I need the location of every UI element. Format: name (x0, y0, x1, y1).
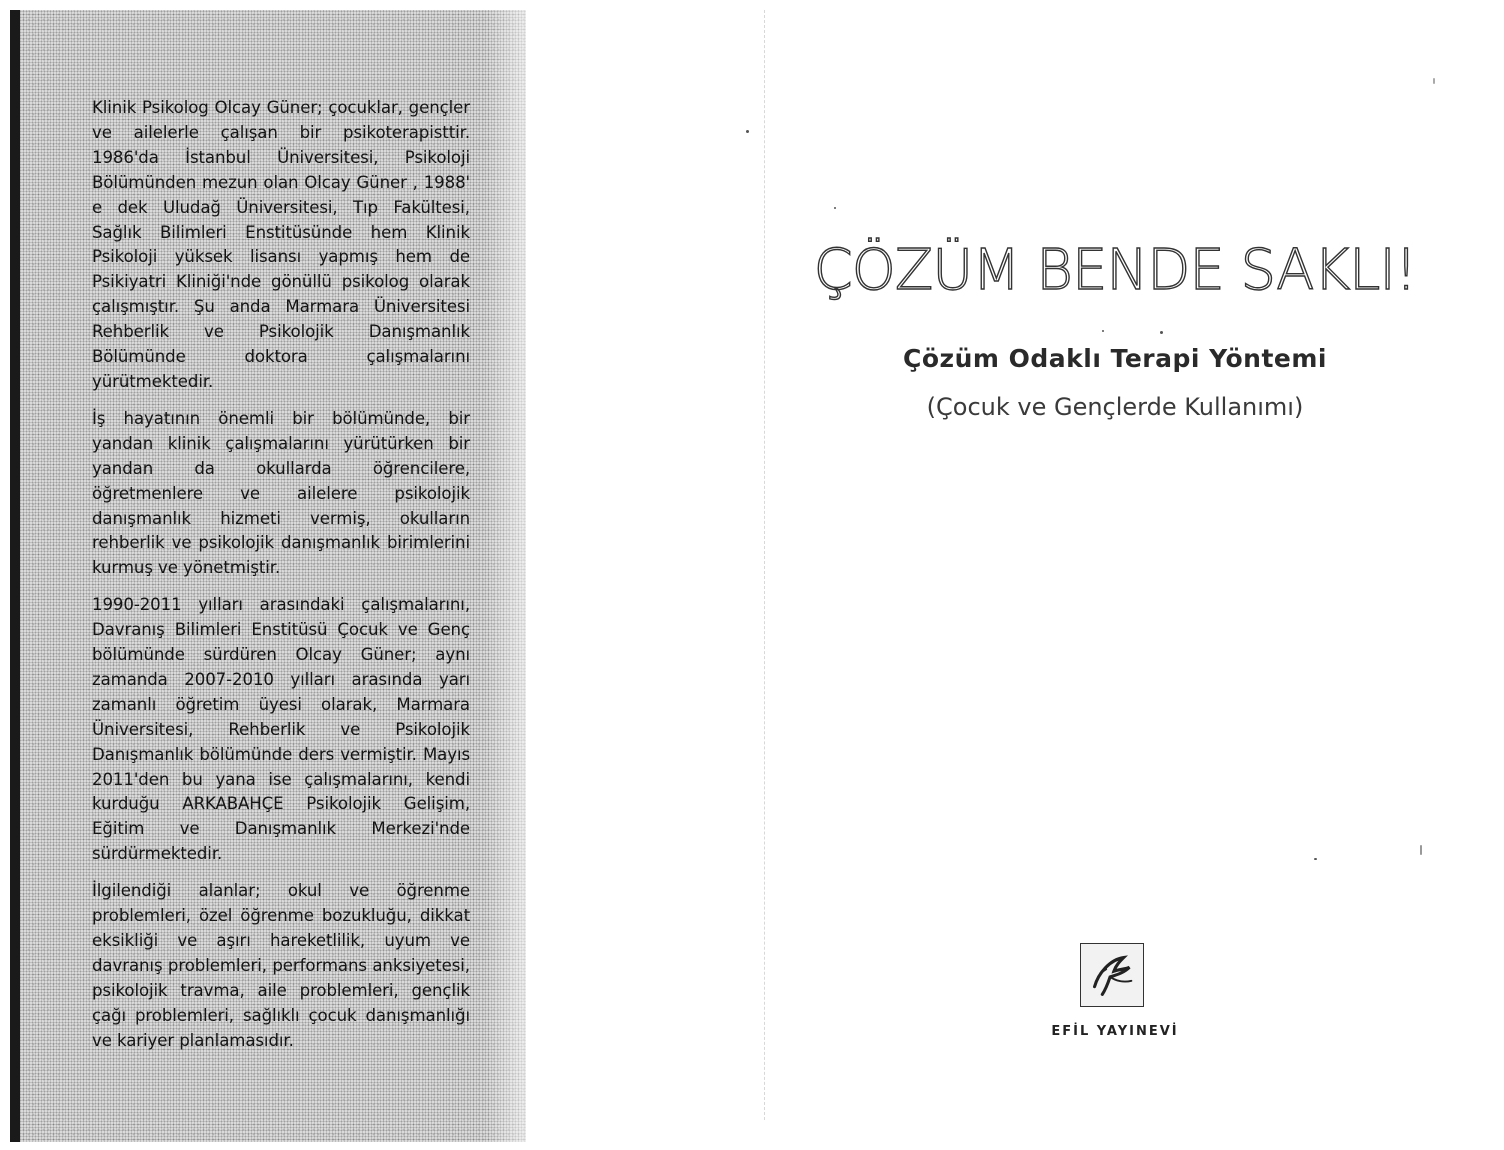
bio-paragraph-2: İş hayatının önemli bir bölümünde, bir yandan klinik çalışmalarını yürütürken bir yandan da okullarda öğrencilere, öğretmenlere ve ailelere psikolojik danışmanlık hizmeti vermiş, okulların rehberlik ve psikolojik danışmanlık birimlerini kurmuş ve yönetmiştir. (92, 408, 470, 578)
scan-speck (1314, 858, 1317, 860)
bio-paragraph-3: 1990-2011 yılları arasındaki çalışmalarını, Davranış Bilimleri Enstitüsü Çocuk ve Genç bölümünde sürdüren Olcay Güner; aynı zamanda 2007-2010 yılları arasında yarı zamanlı öğretim üyesi olarak, Marmara Üniversitesi, Rehberlik ve Psikolojik Danışmanlık bölümünde ders vermiştir. Mayıs 2011'den bu yana ise çalışmalarını, kendi kurduğu ARKABAHÇE Psikolojik Gelişim, Eğitim ve Danışmanlık Merkezi'nde sürdürmektedir. (92, 595, 470, 864)
book-title: ÇÖZÜM BENDE SAKLI! (813, 238, 1417, 303)
scan-speck (1102, 330, 1104, 332)
author-bio (92, 96, 470, 1066)
page-gutter (764, 10, 765, 1120)
efil-logo-icon (1080, 943, 1144, 1007)
efil-logo-glyph (1081, 944, 1143, 1006)
scan-speck (1433, 78, 1435, 84)
publisher-name: EFİL YAYINEVİ (1051, 1024, 1179, 1039)
scan-speck (1160, 331, 1163, 334)
bio-paragraph-1: Klinik Psikolog Olcay Güner; çocuklar, gençler ve ailelerle çalışan bir psikoterapisttir. 1986'da İstanbul Üniversitesi, Psikoloji Bölümünden mezun olan Olcay Güner , 1988' e dek Uludağ Üniversitesi, Tıp Fakültesi, Sağlık Bilimleri Enstitüsünde hem Klinik Psikoloji yüksek lisansı yapmış hem de Psikiyatri Kliniği'nde gönüllü psikolog olarak çalışmıştır. Şu anda Marmara Üniversitesi Rehberlik ve Psikolojik Danışmanlık Bölümünde doktora çalışmalarını yürütmektedir. (92, 98, 470, 391)
spine-edge (10, 10, 20, 1142)
book-subtitle-secondary: (Çocuk ve Gençlerde Kullanımı) (926, 393, 1304, 421)
scan-speck (1420, 845, 1422, 855)
scan-speck (746, 130, 749, 133)
scan-speck (834, 207, 836, 209)
bio-paragraph-4: İlgilendiği alanlar; okul ve öğrenme problemleri, özel öğrenme bozukluğu, dikkat eksikliği ve aşırı hareketlilik, uyum ve davranış problemleri, performans anksiyetesi, psikolojik travma, aile problemleri, gençlik çağı problemleri, sağlıklı çocuk danışmanlığı ve kariyer planlamasıdır. (92, 881, 470, 1050)
book-subtitle: Çözüm Odaklı Terapi Yöntemi (903, 344, 1327, 373)
